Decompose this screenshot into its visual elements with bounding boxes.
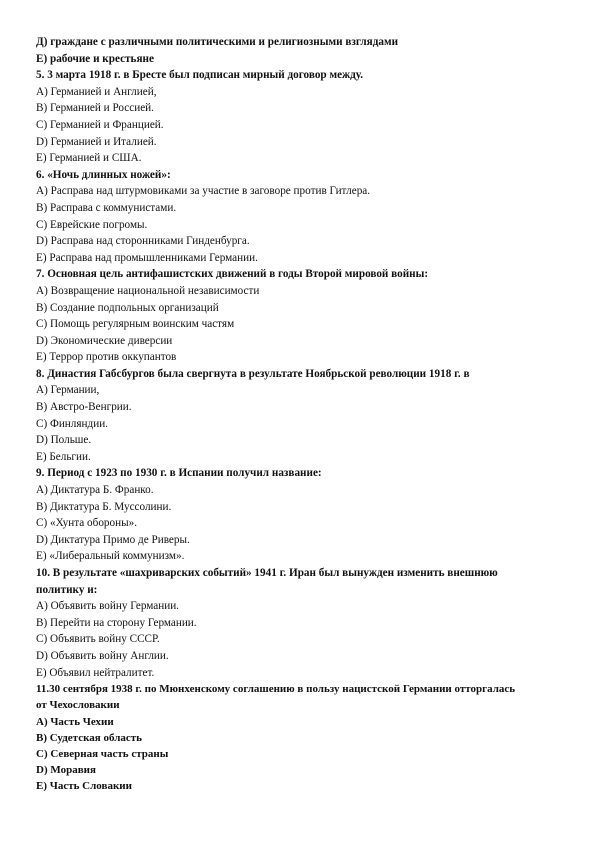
question-11: 11.30 сентября 1938 г. по Мюнхенскому соглашению в пользу нацистской Германии отторгалась	[36, 683, 516, 696]
answer-line: А) Часть Чехии	[36, 715, 114, 728]
answer-line: В) Расправа с коммунистами.	[36, 201, 177, 214]
answer-line: Е) Объявил нейтралитет.	[36, 666, 155, 679]
answer-line: Е) рабочие и крестьяне	[36, 52, 154, 65]
answer-line: С) «Хунта обороны».	[36, 517, 138, 530]
answer-line: С) Объявить войну СССР.	[36, 633, 160, 646]
answer-line: С) Северная часть страны	[36, 747, 169, 760]
answer-line: D) Расправа над сторонниками Гинденбурга.	[36, 235, 250, 248]
answer-line: D) Моравия	[36, 764, 96, 777]
question-6: 6. «Ночь длинных ножей»:	[36, 168, 171, 181]
answer-line: D) Польше.	[36, 434, 92, 447]
answer-line: Д) граждане с различными политическими и религиозными взглядами	[36, 36, 399, 48]
question-11-continued: от Чехословакии	[36, 699, 120, 712]
question-8: 8. Династия Габсбургов была свергнута в результате Ноябрьской революции 1918 г. в	[36, 367, 470, 380]
answer-line: С) Германией и Францией.	[36, 118, 164, 131]
answer-line: А) Германии,	[36, 384, 100, 397]
document-page	[36, 34, 566, 795]
answer-line: Е) Германией и США.	[36, 152, 142, 165]
answer-line: Е) Расправа над промышленниками Германии.	[36, 251, 258, 264]
answer-line: D) Германией и Италией.	[36, 135, 157, 148]
question-7: 7. Основная цель антифашистских движений в годы Второй мировой войны:	[36, 268, 429, 281]
answer-line: В) Германией и Россией.	[36, 102, 154, 115]
answer-line: D) Экономические диверсии	[36, 334, 173, 347]
answer-line: D) Диктатура Примо де Риверы.	[36, 533, 190, 546]
answer-line: Е) Террор против оккупантов	[36, 351, 177, 364]
answer-line: А) Германией и Англией,	[36, 85, 157, 98]
answer-line: С) Еврейские погромы.	[36, 218, 148, 231]
answer-line: В) Судетская область	[36, 731, 142, 744]
answer-line: А) Объявить войну Германии.	[36, 600, 179, 613]
answer-line: Е) Часть Словакии	[36, 780, 132, 793]
answer-line: В) Перейти на сторону Германии.	[36, 616, 197, 629]
question-9: 9. Период с 1923 по 1930 г. в Испании получил название:	[36, 467, 322, 480]
answer-line: С) Финляндии.	[36, 417, 108, 430]
answer-line: А) Расправа над штурмовиками за участие в заговоре против Гитлера.	[36, 185, 371, 198]
question-10-continued: политику и:	[36, 583, 98, 596]
answer-line: С) Помощь регулярным воинским частям	[36, 318, 235, 331]
answer-line: Е) «Либеральный коммунизм».	[36, 550, 185, 563]
question-5: 5. 3 марта 1918 г. в Бресте был подписан мирный договор между.	[36, 69, 364, 82]
answer-line: А) Диктатура Б. Франко.	[36, 484, 154, 497]
answer-line: Е) Бельгии.	[36, 450, 91, 463]
question-10: 10. В результате «шахриварских событий» 1941 г. Иран был вынужден изменить внешнюю	[36, 567, 498, 579]
answer-line: В) Диктатура Б. Муссолини.	[36, 500, 172, 513]
answer-line: А) Возвращение национальной независимости	[36, 284, 260, 297]
answer-line: В) Австро-Венгрии.	[36, 401, 132, 414]
answer-line: D) Объявить войну Англии.	[36, 649, 169, 662]
answer-line: В) Создание подпольных организаций	[36, 301, 219, 314]
